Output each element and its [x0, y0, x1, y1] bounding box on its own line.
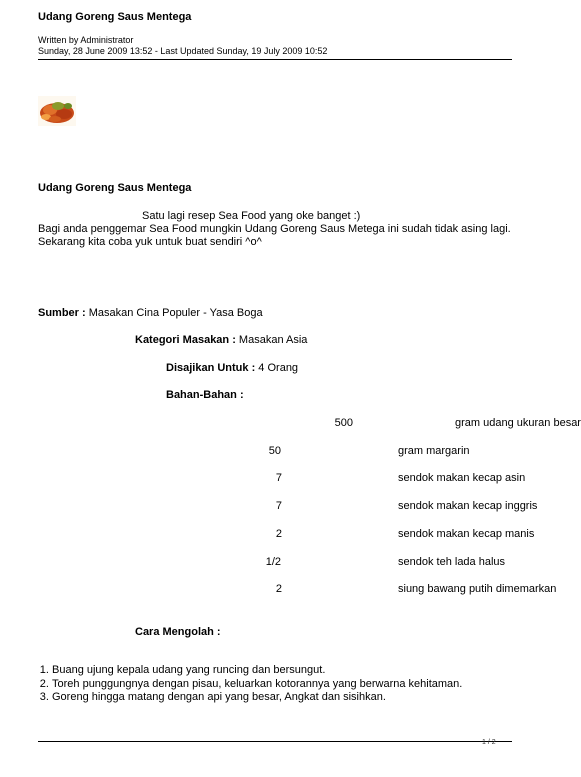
list-item: 1. Buang ujung kepala udang yang runcing dan bersungut.	[52, 664, 462, 678]
ingredient-qty: 2	[275, 583, 282, 595]
method-heading	[135, 626, 221, 638]
category-line	[135, 334, 307, 346]
ingredient-unit: sendok makan kecap inggris	[398, 500, 538, 512]
method-label: Cara Mengolah :	[135, 626, 221, 638]
document-title: Udang Goreng Saus Mentega	[38, 11, 192, 23]
recipe-thumbnail-image	[38, 96, 76, 126]
page-number: 1 / 2	[482, 739, 496, 746]
ingredient-unit: sendok teh lada halus	[398, 556, 506, 568]
source-label: Sumber :	[38, 307, 86, 319]
serves-line	[166, 362, 298, 374]
ingredient-qty: 50	[268, 445, 281, 457]
ingredient-unit: gram margarin	[398, 445, 470, 457]
serves-value: 4 Orang	[255, 362, 299, 374]
ingredients-heading	[166, 389, 244, 401]
date-line: Sunday, 28 June 2009 13:52 - Last Updated Sunday, 19 July 2009 10:52	[38, 46, 328, 56]
article-heading: Udang Goreng Saus Mentega	[38, 182, 192, 194]
list-item: 3. Goreng hingga matang dengan api yang besar, Angkat dan sisihkan.	[52, 691, 462, 705]
ingredients-label: Bahan-Bahan :	[166, 389, 244, 401]
footer-rule	[38, 741, 512, 742]
category-label: Kategori Masakan :	[135, 334, 236, 346]
header-rule	[38, 59, 512, 60]
ingredient-unit: siung bawang putih dimemarkan	[398, 583, 557, 595]
ingredient-qty: 7	[275, 472, 282, 484]
list-item: 2. Toreh punggungnya dengan pisau, keluarkan kotorannya yang berwarna kehitaman.	[52, 678, 462, 692]
ingredient-unit: gram udang ukuran besar	[455, 417, 581, 429]
ingredient-unit: sendok makan kecap manis	[398, 528, 535, 540]
ingredient-qty: 500	[334, 417, 353, 429]
ingredient-qty: 1/2	[265, 556, 281, 568]
intro-line-3: Sekarang kita coba yuk untuk buat sendiri ^o^	[38, 236, 262, 248]
source-line	[38, 307, 263, 319]
category-value: Masakan Asia	[235, 334, 308, 346]
ingredient-unit: sendok makan kecap asin	[398, 472, 526, 484]
source-value: Masakan Cina Populer - Yasa Boga	[85, 307, 263, 319]
ingredient-qty: 7	[275, 500, 282, 512]
ingredient-qty: 2	[275, 528, 282, 540]
serves-label: Disajikan Untuk :	[166, 362, 256, 374]
intro-line-1: Satu lagi resep Sea Food yang oke banget :)	[142, 210, 361, 222]
intro-line-2: Bagi anda penggemar Sea Food mungkin Udang Goreng Saus Metega ini sudah tidak asing lagi.	[38, 223, 511, 235]
author-line: Written by Administrator	[38, 35, 134, 45]
article-intro	[38, 210, 512, 249]
method-steps	[38, 664, 462, 705]
